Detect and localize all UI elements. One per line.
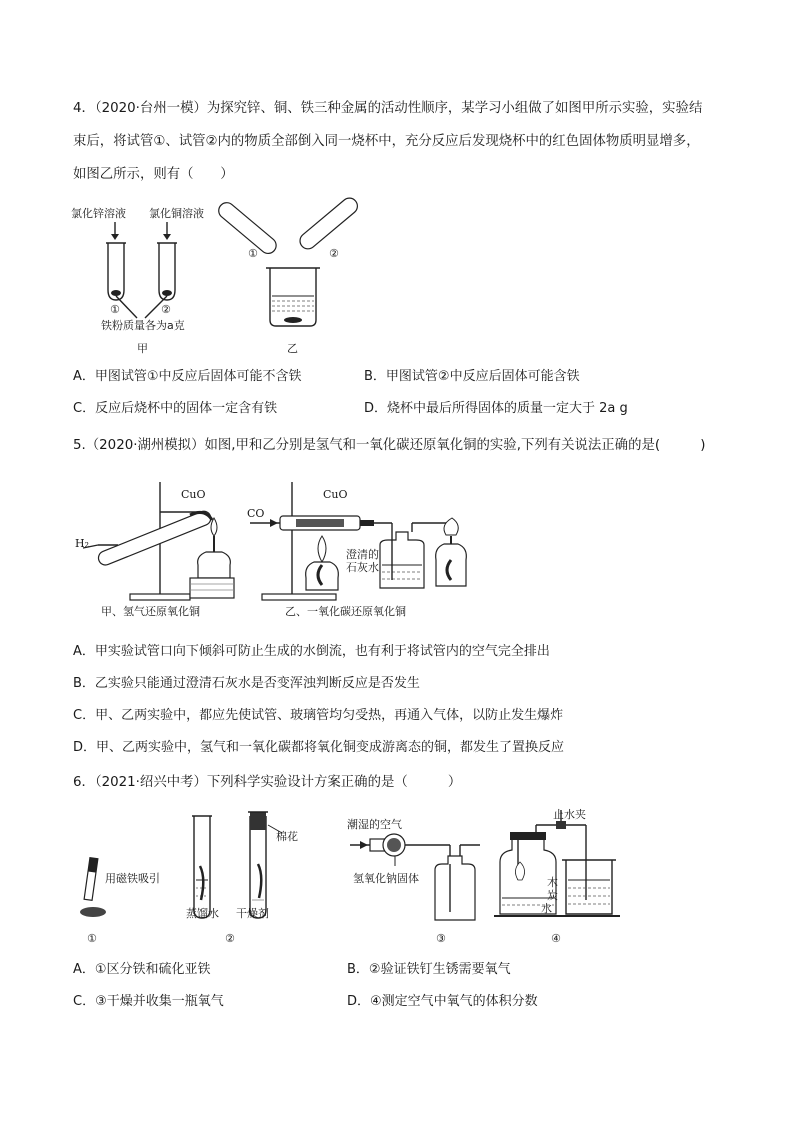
charcoal-label-1: 木 (547, 876, 558, 889)
limewater-label-2: 石灰水 (346, 561, 379, 574)
q6-option-c[interactable]: C．③干燥并收集一瓶氧气 (73, 994, 224, 1009)
pour-tube-1-number: ① (248, 247, 258, 260)
magnet-label: 用磁铁吸引 (105, 872, 160, 885)
q6-option-a[interactable]: A．①区分铁和硫化亚铁 (73, 962, 211, 977)
tube-2-number: ② (161, 303, 171, 316)
q4-option-c[interactable]: C．反应后烧杯中的固体一定含有铁 (73, 401, 278, 416)
distilled-water-label: 蒸馏水 (186, 907, 219, 920)
q4-stem-line-1: 4．（2020·台州一模）为探究锌、铜、铁三种金属的活动性顺序，某学习小组做了如图甲所示实验，实验结 (73, 101, 703, 116)
copper-chloride-label: 氯化铜溶液 (149, 207, 204, 220)
q4-stem-line-3: 如图乙所示，则有（ ） (73, 167, 234, 182)
naoh-solid-label: 氢氧化钠固体 (353, 872, 419, 885)
q6-stem: 6．（2021·绍兴中考）下列科学实验设计方案正确的是（ ） (73, 775, 462, 790)
cotton-label: 棉花 (276, 830, 298, 843)
q5-option-b[interactable]: B．乙实验只能通过澄清石灰水是否变浑浊判断反应是否发生 (73, 676, 420, 691)
co-label: CO (247, 507, 265, 520)
q4-stem-line-2: 束后，将试管①、试管②内的物质全部倒入同一烧杯中，充分反应后发现烧杯中的红色固体物质明显增多， (73, 134, 700, 149)
zinc-chloride-label: 氯化锌溶液 (71, 207, 126, 220)
humid-air-label: 潮湿的空气 (347, 818, 402, 831)
caption-yi: 乙、一氧化碳还原氧化铜 (285, 605, 406, 618)
cuo-label-left: CuO (181, 488, 206, 501)
q4-option-d[interactable]: D．烧杯中最后所得固体的质量一定大于 2a g (364, 401, 628, 416)
q6-option-d[interactable]: D．④测定空气中氧气的体积分数 (347, 994, 538, 1009)
q5-option-d[interactable]: D．甲、乙两实验中，氢气和一氧化碳都将氧化铜变成游离态的铜，都发生了置换反应 (73, 740, 565, 755)
charcoal-label-2: 炭 (547, 889, 558, 902)
tube-1-number: ① (110, 303, 120, 316)
limewater-label-1: 澄清的 (346, 548, 379, 561)
h2-label: H₂ (75, 537, 90, 550)
water-label: 水 (541, 902, 552, 915)
cuo-label-right: CuO (323, 488, 348, 501)
fig6-number-3: ③ (436, 932, 446, 945)
fig6-number-4: ④ (551, 932, 561, 945)
q6-option-b[interactable]: B．②验证铁钉生锈需要氧气 (347, 962, 511, 977)
q5-stem: 5.（2020·湖州模拟）如图,甲和乙分别是氢气和一氧化碳还原氧化铜的实验,下列有关说法正确的是( ) (73, 438, 706, 453)
q4-option-b[interactable]: B．甲图试管②中反应后固体可能含铁 (364, 369, 580, 384)
q4-option-a[interactable]: A．甲图试管①中反应后固体可能不含铁 (73, 369, 302, 384)
fig6-number-1: ① (87, 932, 97, 945)
water-clamp-label: 止水夹 (553, 808, 586, 821)
figure-yi-label: 乙 (287, 342, 298, 355)
fig6-number-2: ② (225, 932, 235, 945)
pour-tube-2-number: ② (329, 247, 339, 260)
iron-mass-label: 铁粉质量各为a克 (101, 319, 185, 332)
desiccant-label: 干燥剂 (236, 907, 269, 920)
figure-jia-label: 甲 (137, 342, 148, 355)
caption-jia: 甲、氢气还原氧化铜 (101, 605, 200, 618)
q5-option-c[interactable]: C．甲、乙两实验中，都应先使试管、玻璃管均匀受热，再通入气体，以防止发生爆炸 (73, 708, 564, 723)
q5-option-a[interactable]: A．甲实验试管口向下倾斜可防止生成的水倒流，也有利于将试管内的空气完全排出 (73, 644, 550, 659)
